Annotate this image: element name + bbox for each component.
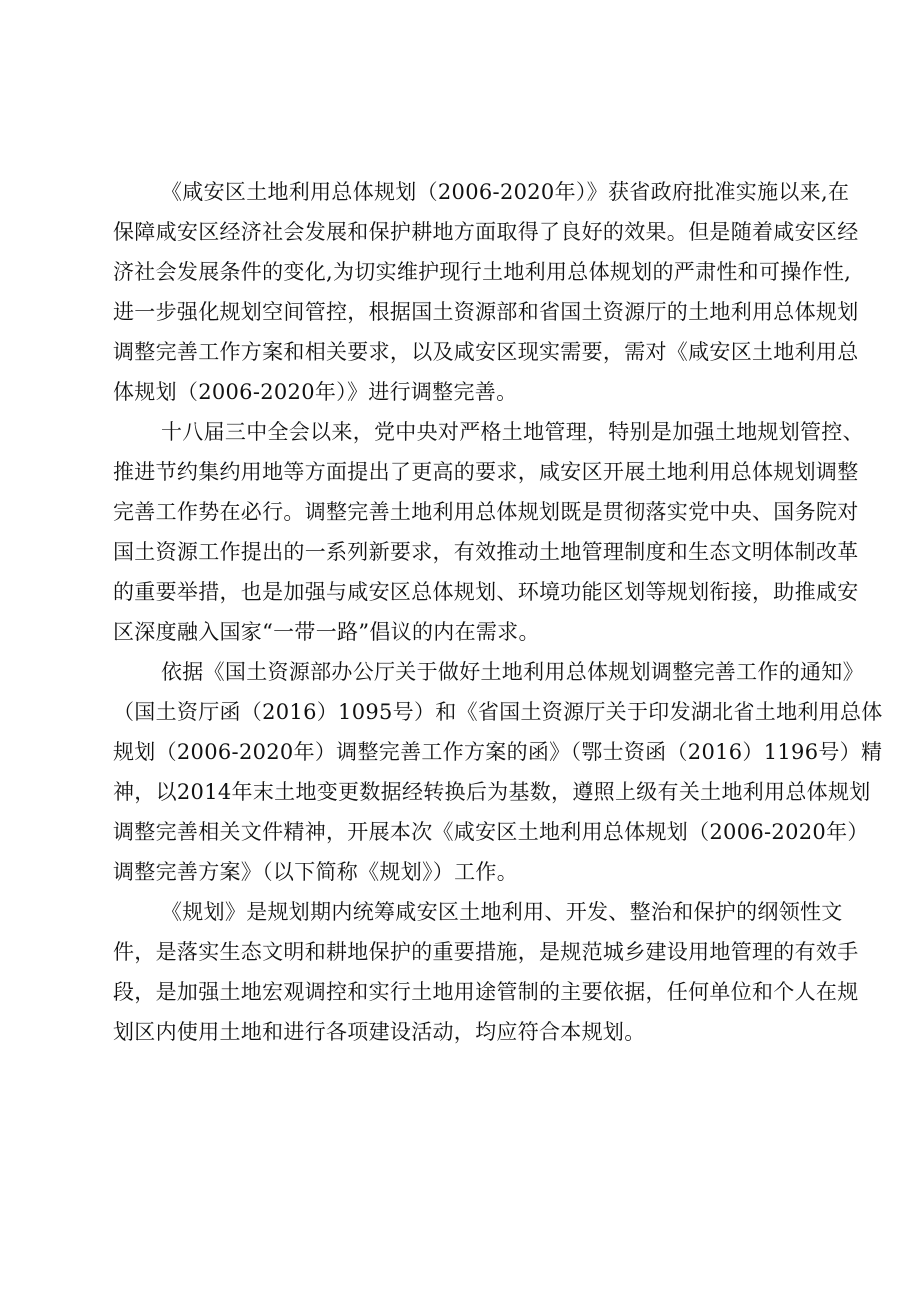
paragraph-2: [113, 412, 864, 652]
paragraph-line: 完善工作势在必行。调整完善土地利用总体规划既是贯彻落实党中央、国务院对: [113, 500, 859, 524]
paragraph-line: 调整完善相关文件精神，开展本次《咸安区土地利用总体规划（2006-2020年）: [113, 820, 869, 844]
paragraph-line: 体规划（2006-2020年）》进行调整完善。: [113, 380, 518, 404]
paragraph-line: 进一步强化规划空间管控，根据国土资源部和省国土资源厅的土地利用总体规划: [113, 300, 859, 324]
paragraph-line: 调整完善工作方案和相关要求，以及咸安区现实需要，需对《咸安区土地利用总: [113, 340, 859, 364]
paragraph-line: 推进节约集约用地等方面提出了更高的要求，咸安区开展土地利用总体规划调整: [113, 460, 859, 484]
paragraph-line: 划区内使用土地和进行各项建设活动，均应符合本规划。: [113, 1020, 646, 1044]
paragraph-line: 件，是落实生态文明和耕地保护的重要措施，是规范城乡建设用地管理的有效手: [113, 940, 859, 964]
paragraph-line: 十八届三中全会以来，党中央对严格土地管理，特别是加强土地规划管控、: [161, 420, 864, 444]
paragraph-line: 济社会发展条件的变化,为切实维护现行土地利用总体规划的严肃性和可操作性,: [113, 260, 852, 284]
paragraph-1: [113, 172, 859, 412]
paragraph-line: 神，以2014年末土地变更数据经转换后为基数，遵照上级有关土地利用总体规划: [113, 780, 871, 804]
paragraph-line: 调整完善方案》（以下简称《规划》）工作。: [113, 860, 518, 884]
document-body: [113, 172, 883, 1052]
paragraph-line: 国土资源工作提出的一系列新要求，有效推动土地管理制度和生态文明体制改革: [113, 540, 859, 564]
paragraph-line: 区深度融入国家“一带一路”倡议的内在需求。: [113, 620, 540, 644]
paragraph-line: （国土资厅函（2016）1095号）和《省国土资源厅关于印发湖北省土地利用总体: [113, 700, 883, 724]
paragraph-line: 段，是加强土地宏观调控和实行土地用途管制的主要依据，任何单位和个人在规: [113, 980, 859, 1004]
paragraph-line: 《咸安区土地利用总体规划（2006-2020年）》获省政府批准实施以来,在: [161, 180, 850, 204]
paragraph-line: 的重要举措，也是加强与咸安区总体规划、环境功能区划等规划衔接，助推咸安: [113, 580, 859, 604]
paragraph-line: 保障咸安区经济社会发展和保护耕地方面取得了良好的效果。但是随着咸安区经: [113, 220, 859, 244]
paragraph-line: 依据《国土资源部办公厅关于做好土地利用总体规划调整完善工作的通知》: [161, 660, 864, 684]
paragraph-line: 规划（2006-2020年）调整完善工作方案的函》（鄂士资函（2016）1196号）精: [113, 740, 883, 764]
paragraph-3: [113, 652, 883, 892]
paragraph-4: [113, 892, 859, 1052]
paragraph-line: 《规划》是规划期内统筹咸安区土地利用、开发、整治和保护的纲领性文: [161, 900, 843, 924]
